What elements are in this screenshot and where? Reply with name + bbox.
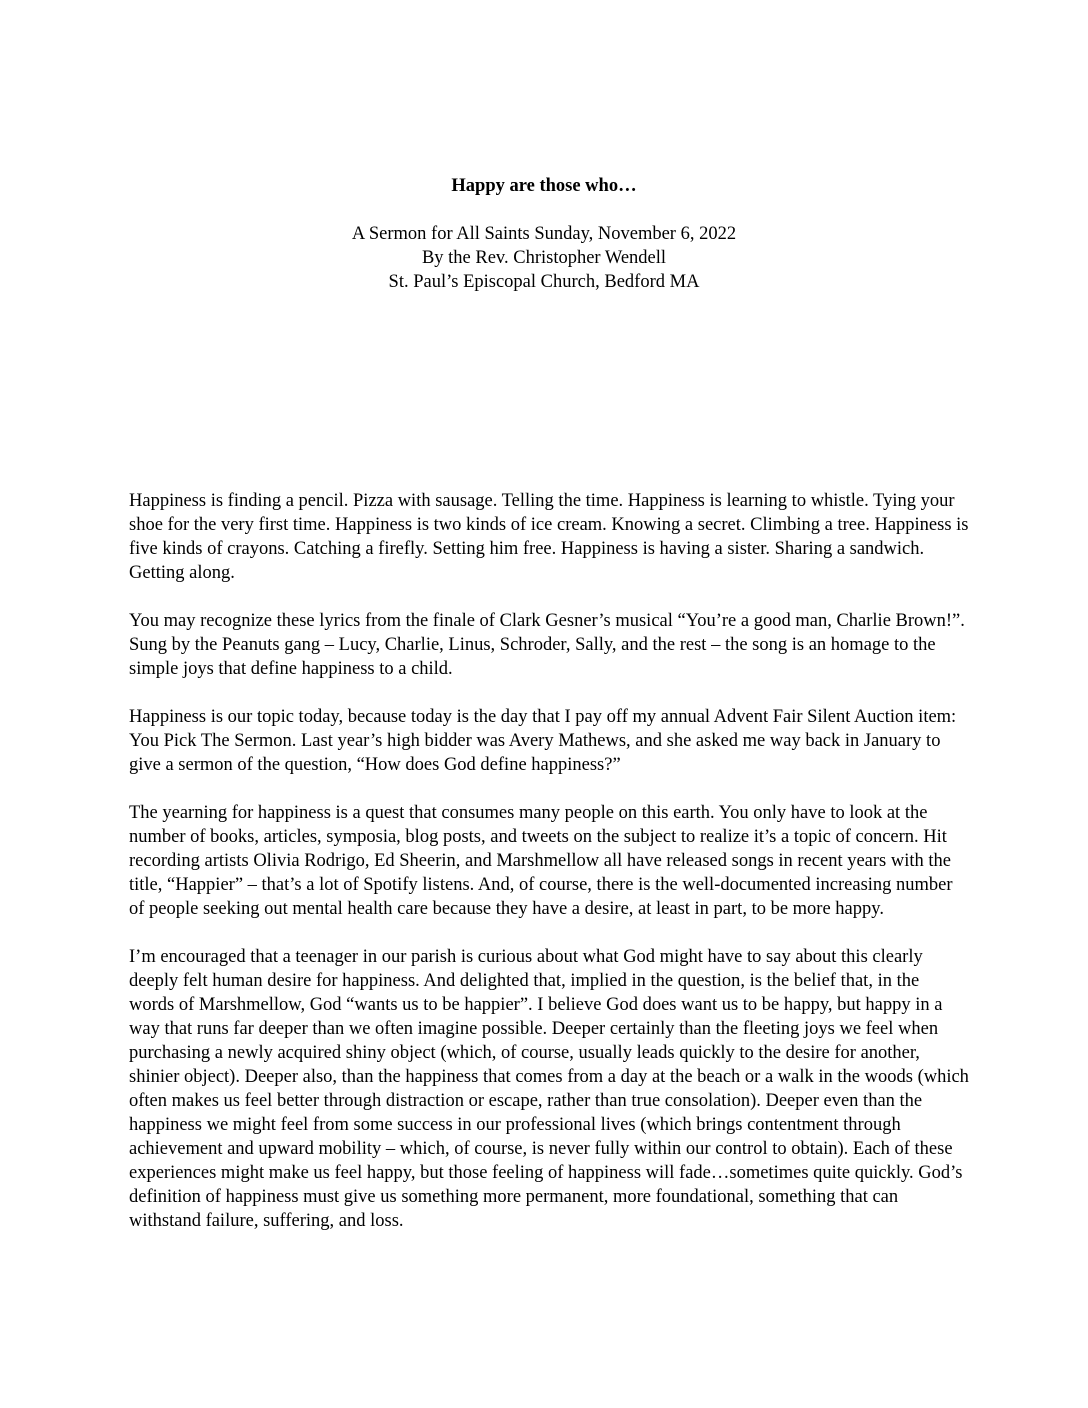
paragraph-encouraged: I’m encouraged that a teenager in our parish is curious about what God might have to say about this clearly deeply felt human desire for happiness. And delighted that, implied in the question, is the belief that, in the words of Marshmellow, God “wants us to be happier”. I believe God does want us to be happy, but happy in a way that runs far deeper than we often imagine possible. Deeper certainly than the fleeting joys we feel when purchasing a newly acquired shiny object (which, of course, usually leads quickly to the desire for another, shinier object). Deeper also, than the happiness that comes from a day at the beach or a walk in the woods (which often makes us feel better through distraction or escape, rather than true consolation). Deeper even than the happiness we might feel from some success in our professional lives (which brings contentment through achievement and upward mobility – which, of course, is never fully within our control to obtain). Each of these experiences might make us feel happy, but those feeling of happiness will fade…sometimes quite quickly. God’s definition of happiness must give us something more permanent, more foundational, something that can withstand failure, suffering, and loss. [129,947,969,1231]
paragraph-musical: You may recognize these lyrics from the finale of Clark Gesner’s musical “You’re a good man, Charlie Brown!”. Sung by the Peanuts gang – Lucy, Charlie, Linus, Schroder, Sally, and the rest – the song is an homage to the simple joys that define happiness to a child. [129,611,965,679]
sermon-church: St. Paul’s Episcopal Church, Bedford MA [388,272,700,292]
sermon-title: Happy are those who… [451,176,637,196]
sermon-author: By the Rev. Christopher Wendell [421,248,667,268]
sermon-header [0,174,1088,294]
paragraph-lyrics: Happiness is finding a pencil. Pizza with sausage. Telling the time. Happiness is learning to whistle. Tying your shoe for the very first time. Happiness is two kinds of ice cream. Knowing a secret. Climbing a tree. Happiness is five kinds of crayons. Catching a firefly. Setting him free. Happiness is having a sister. Sharing a sandwich. Getting along. [129,491,969,583]
paragraph-yearning: The yearning for happiness is a quest that consumes many people on this earth. You only have to look at the number of books, articles, symposia, blog posts, and tweets on the subject to realize it’s a topic of concern. Hit recording artists Olivia Rodrigo, Ed Sheerin, and Marshmellow all have released songs in recent years with the title, “Happier” – that’s a lot of Spotify listens. And, of course, there is the well-documented increasing number of people seeking out mental health care because they have a desire, at least in part, to be more happy. [129,803,953,919]
paragraph-topic: Happiness is our topic today, because today is the day that I pay off my annual Advent Fair Silent Auction item: You Pick The Sermon. Last year’s high bidder was Avery Mathews, and she asked me way back in January to give a sermon of the question, “How does God define happiness?” [129,707,957,775]
sermon-body [129,489,969,1257]
sermon-occasion: A Sermon for All Saints Sunday, November 6, 2022 [351,224,737,244]
